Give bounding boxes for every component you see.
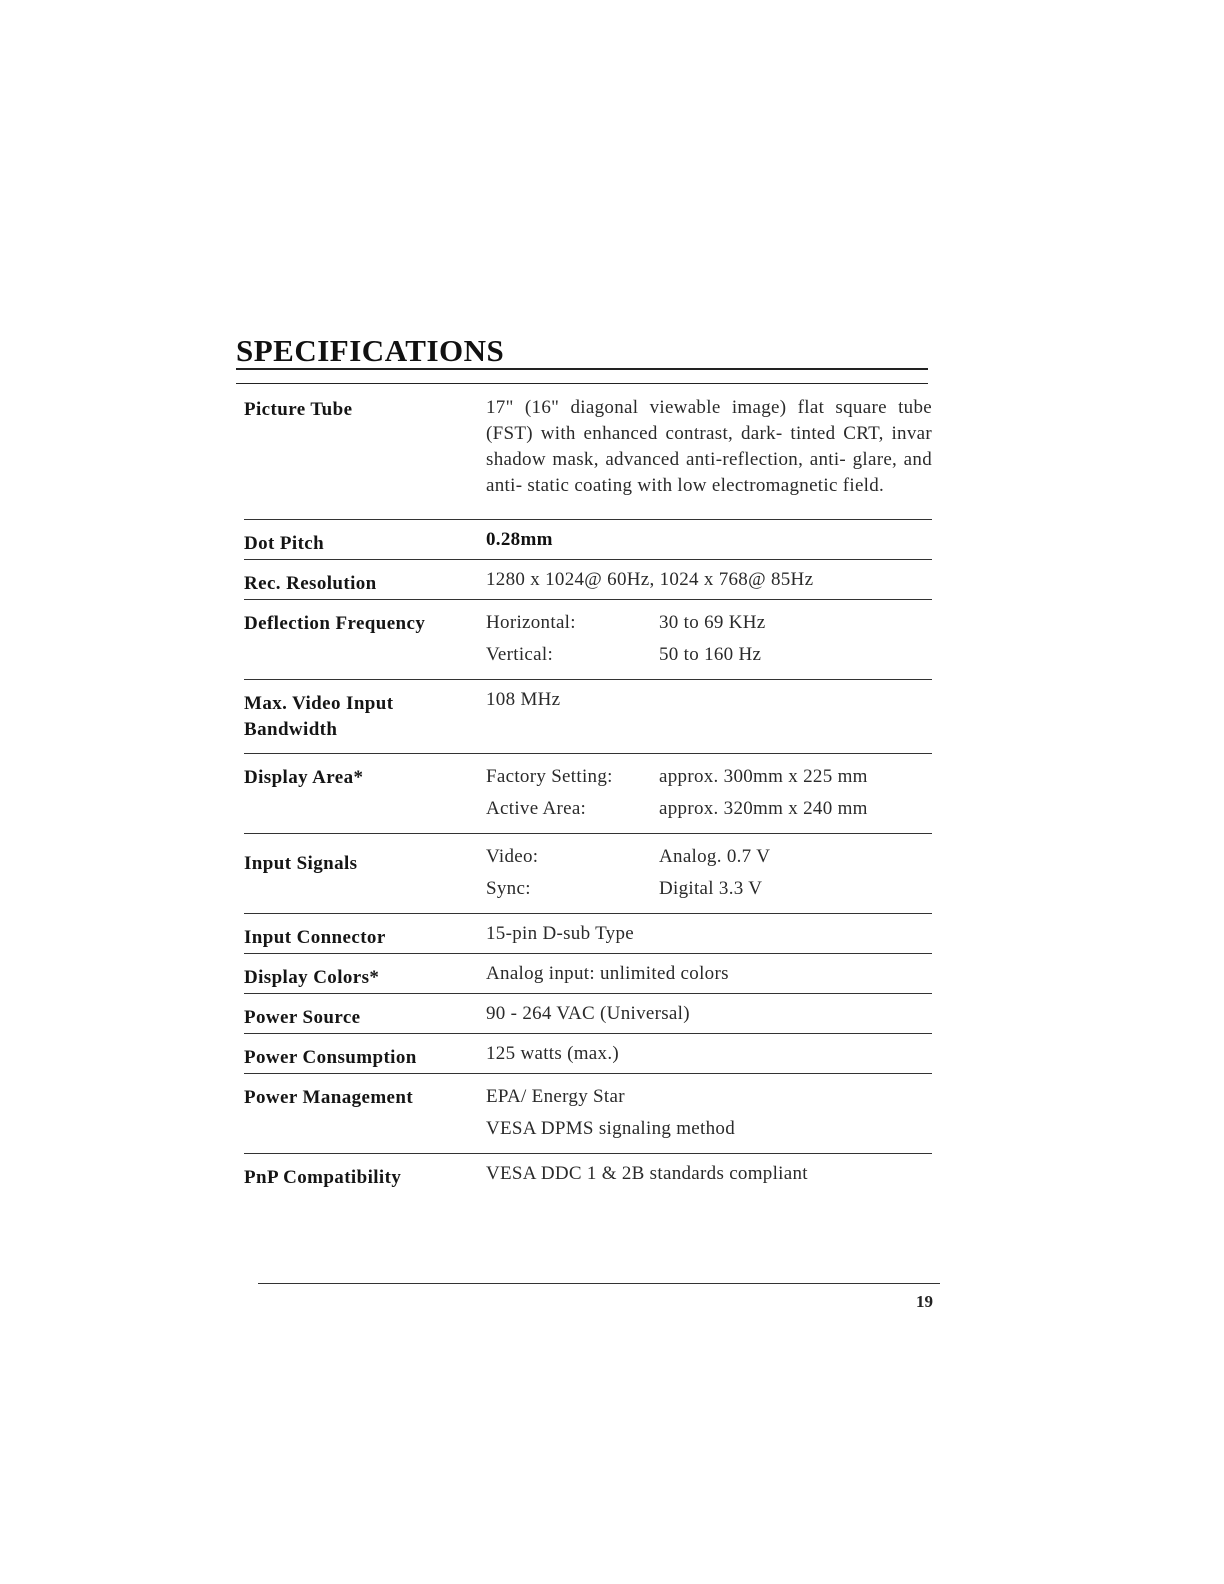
spec-value-group <box>486 607 932 671</box>
title-rule-second <box>236 383 928 384</box>
sub-val: Digital 3.3 V <box>659 878 763 899</box>
spec-value: 90 - 264 VAC (Universal) <box>486 1003 690 1024</box>
spec-label <box>244 687 486 745</box>
spec-label: Input Signals <box>244 853 358 874</box>
sub-row-sync <box>486 873 932 905</box>
spec-value-group <box>486 1081 932 1145</box>
table-row-picture-tube <box>244 386 932 520</box>
sub-val: Analog. 0.7 V <box>659 846 771 867</box>
spec-value: 125 watts (max.) <box>486 1043 620 1064</box>
spec-label-line2: Bandwidth <box>244 719 338 740</box>
spec-value: 15-pin D-sub Type <box>486 923 635 944</box>
sub-val: 50 to 160 Hz <box>659 644 762 665</box>
spec-label: PnP Compatibility <box>244 1167 402 1188</box>
table-row-pnp-compatibility <box>244 1154 932 1193</box>
spec-value: 108 MHz <box>486 689 561 710</box>
spec-label: Power Source <box>244 1007 361 1028</box>
spec-label: Rec. Resolution <box>244 573 377 594</box>
sub-key: Active Area: <box>486 798 587 819</box>
table-row-display-colors <box>244 954 932 994</box>
sub-row-horizontal <box>486 607 932 639</box>
spec-label: Picture Tube <box>244 399 353 420</box>
sub-row-video <box>486 841 932 873</box>
spec-label-line1: Max. Video Input <box>244 693 394 714</box>
table-row-rec-resolution <box>244 560 932 600</box>
sub-val: approx. 320mm x 240 mm <box>659 798 868 819</box>
spec-label: Power Management <box>244 1087 414 1108</box>
sub-row-energy-star <box>486 1081 932 1113</box>
spec-value: VESA DDC 1 & 2B standards compliant <box>486 1163 808 1184</box>
page-title: SPECIFICATIONS <box>236 333 505 368</box>
table-row-power-management <box>244 1074 932 1154</box>
table-row-power-source <box>244 994 932 1034</box>
sub-val: EPA/ Energy Star <box>486 1086 625 1107</box>
footer-rule <box>258 1283 940 1284</box>
sub-key: Sync: <box>486 878 531 899</box>
table-row-power-consumption <box>244 1034 932 1074</box>
spec-value: 17" (16" diagonal viewable image) flat square tube (FST) with enhanced contrast, dark- tinted CRT, invar shadow mask, advanced anti-reflection, anti- glare, and anti- static coating with low electromagnetic field. <box>486 397 932 496</box>
sub-val: approx. 300mm x 225 mm <box>659 766 868 787</box>
spec-value: Analog input: unlimited colors <box>486 963 729 984</box>
sub-val: 30 to 69 KHz <box>659 612 766 633</box>
sub-key: Horizontal: <box>486 612 576 633</box>
sub-key: Video: <box>486 846 539 867</box>
sub-row-active-area <box>486 793 932 825</box>
table-row-input-signals <box>244 834 932 914</box>
sub-key: Vertical: <box>486 644 554 665</box>
spec-label: Display Colors* <box>244 967 380 988</box>
spec-value-group <box>486 761 932 825</box>
specifications-table <box>244 386 932 1193</box>
spec-label: Power Consumption <box>244 1047 417 1068</box>
spec-label: Display Area* <box>244 767 364 788</box>
sub-val: VESA DPMS signaling method <box>486 1118 736 1139</box>
spec-value: 0.28mm <box>486 529 553 550</box>
sub-row-factory-setting <box>486 761 932 793</box>
spec-label: Deflection Frequency <box>244 613 426 634</box>
sub-row-vertical <box>486 639 932 671</box>
sub-row-dpms <box>486 1113 932 1145</box>
table-row-deflection-frequency <box>244 600 932 680</box>
spec-value-group <box>486 841 932 905</box>
page-number: 19 <box>916 1292 933 1311</box>
sub-key: Factory Setting: <box>486 766 613 787</box>
table-row-dot-pitch <box>244 520 932 560</box>
spec-label: Dot Pitch <box>244 533 325 554</box>
table-row-display-area <box>244 754 932 834</box>
spec-value: 1280 x 1024@ 60Hz, 1024 x 768@ 85Hz <box>486 569 814 590</box>
table-row-max-video-input <box>244 680 932 754</box>
title-rule <box>236 368 928 370</box>
spec-label: Input Connector <box>244 927 386 948</box>
table-row-input-connector <box>244 914 932 954</box>
